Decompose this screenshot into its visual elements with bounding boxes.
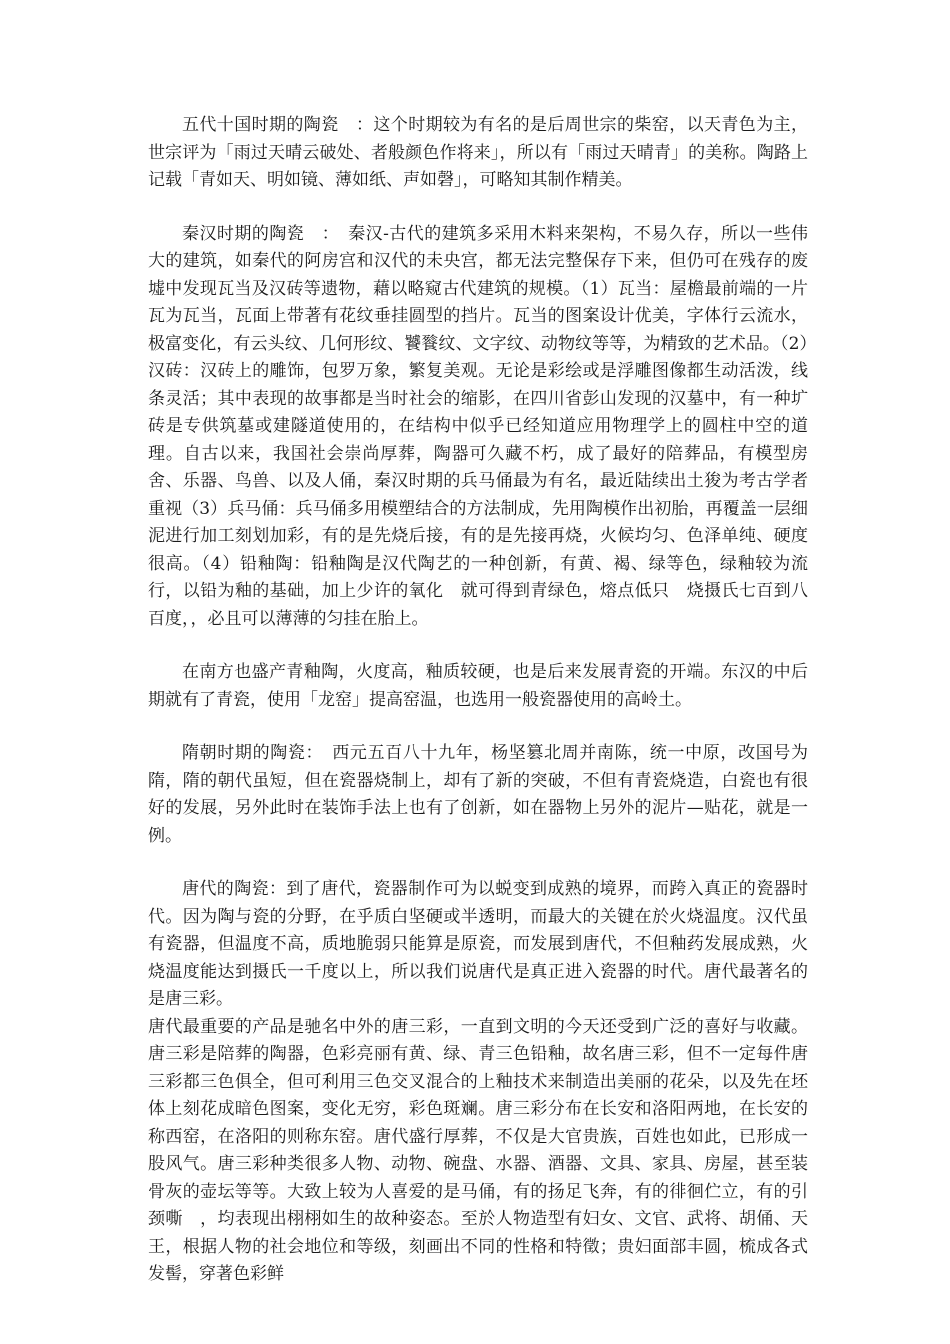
paragraph-southern-celadon: 在南方也盛产青釉陶，火度高，釉质较硬，也是后来发展青瓷的开端。东汉的中后期就有了青瓷，使用「龙窑」提高窑温，也选用一般瓷器使用的高岭土。: [148, 662, 808, 710]
paragraph-sui: 隋朝时期的陶瓷： 西元五百八十九年，杨坚篡北周并南陈，统一中原，改国号为隋，隋的朝代虽短，但在瓷器烧制上，却有了新的突破，不但有青瓷烧造，白瓷也有很好的发展，另外此时在装饰手法上也有了创新，如在器物上另外的泥片—贴花，就是一例。: [148, 743, 808, 846]
paragraph-tang-sancai: 唐代最重要的产品是驰名中外的唐三彩，一直到文明的今天还受到广泛的喜好与收藏。唐三彩是陪葬的陶器，色彩亮丽有黄、绿、青三色铅釉，故名唐三彩，但不一定每件唐三彩都三色俱全，但可利用三色交叉混合的上釉技术来制造出美丽的花朵，以及先在坯体上刻花成暗色图案，变化无穷，彩色斑斓。唐三彩分布在长安和洛阳两地，在长安的称西窑，在洛阳的则称东窑。唐代盛行厚葬，不仅是大官贵族，百姓也如此，已形成一股风气。唐三彩种类很多人物、动物、碗盘、水器、酒器、文具、家具、房屋，甚至装骨灰的壶坛等等。大致上较为人喜爱的是马俑，有的扬足飞奔，有的徘徊伫立，有的引颈嘶 ，均表现出栩栩如生的故种姿态。至於人物造型有妇女、文官、武将、胡俑、天王，根据人物的社会地位和等级，刻画出不同的性格和特徵；贵妇面部丰圆，梳成各式发髻，穿著色彩鲜: [148, 1016, 808, 1284]
paragraph-tang: 唐代的陶瓷：到了唐代，瓷器制作可为以蜕变到成熟的境界，而跨入真正的瓷器时代。因为陶与瓷的分野，在乎质白坚硬或半透明，而最大的关键在於火烧温度。汉代虽有瓷器，但温度不高，质地脆弱只能算是原瓷，而发展到唐代，不但釉药发展成熟，火烧温度能达到摄氏一千度以上，所以我们说唐代是真正进入瓷器的时代。唐代最著名的是唐三彩。: [148, 879, 808, 1009]
paragraph-qin-han: 秦汉时期的陶瓷 ： 秦汉-古代的建筑多采用木料来架构，不易久存，所以一些伟大的建筑，如秦代的阿房宫和汉代的未央宫，都无法完整保存下来，但仍可在残存的废墟中发现瓦当及汉砖等遗物，藉以略窥古代建筑的规模。（1）瓦当：屋檐最前端的一片瓦为瓦当，瓦面上带著有花纹垂挂圆型的挡片。瓦当的图案设计优美，字体行云流水，极富变化，有云头纹、几何形纹、饕餮纹、文字纹、动物纹等等，为精致的艺术品。（2）汉砖：汉砖上的雕饰，包罗万象，繁复美观。无论是彩绘或是浮雕图像都生动活泼，线条灵活；其中表现的故事都是当时社会的缩影，在四川省彭山发现的汉墓中，有一种圹砖是专供筑墓或建隧道使用的，在结构中似乎已经知道应用物理学上的圆柱中空的道理。自古以来，我国社会崇尚厚葬，陶器可久藏不朽，成了最好的陪葬品，有模型房舍、乐器、鸟兽、以及人俑，秦汉时期的兵马俑最为有名，最近陆续出土狻为考古学者重视（3）兵马俑：兵马俑多用模塑结合的方法制成，先用陶模作出初胎，再覆盖一层细泥进行加工刻划加彩，有的是先烧后接，有的是先接再烧，火候均匀、色泽单纯、硬度很高。（4）铅釉陶：铅釉陶是汉代陶艺的一种创新，有黄、褐、绿等色，绿釉较为流行，以铅为釉的基础，加上少许的氧化 就可得到青绿色，熔点低只 烧摄氏七百到八百度，，必且可以薄薄的匀挂在胎上。: [148, 223, 808, 629]
document-body: [148, 112, 808, 1289]
paragraph-five-dynasties: 五代十国时期的陶瓷 ：这个时期较为有名的是后周世宗的柴窑，以天青色为主，世宗评为「雨过天晴云破处、者般颜色作将来」，所以有「雨过天晴青」的美称。陶路上记载「青如天、明如镜、薄如纸、声如磬」，可略知其制作精美。: [148, 115, 808, 190]
